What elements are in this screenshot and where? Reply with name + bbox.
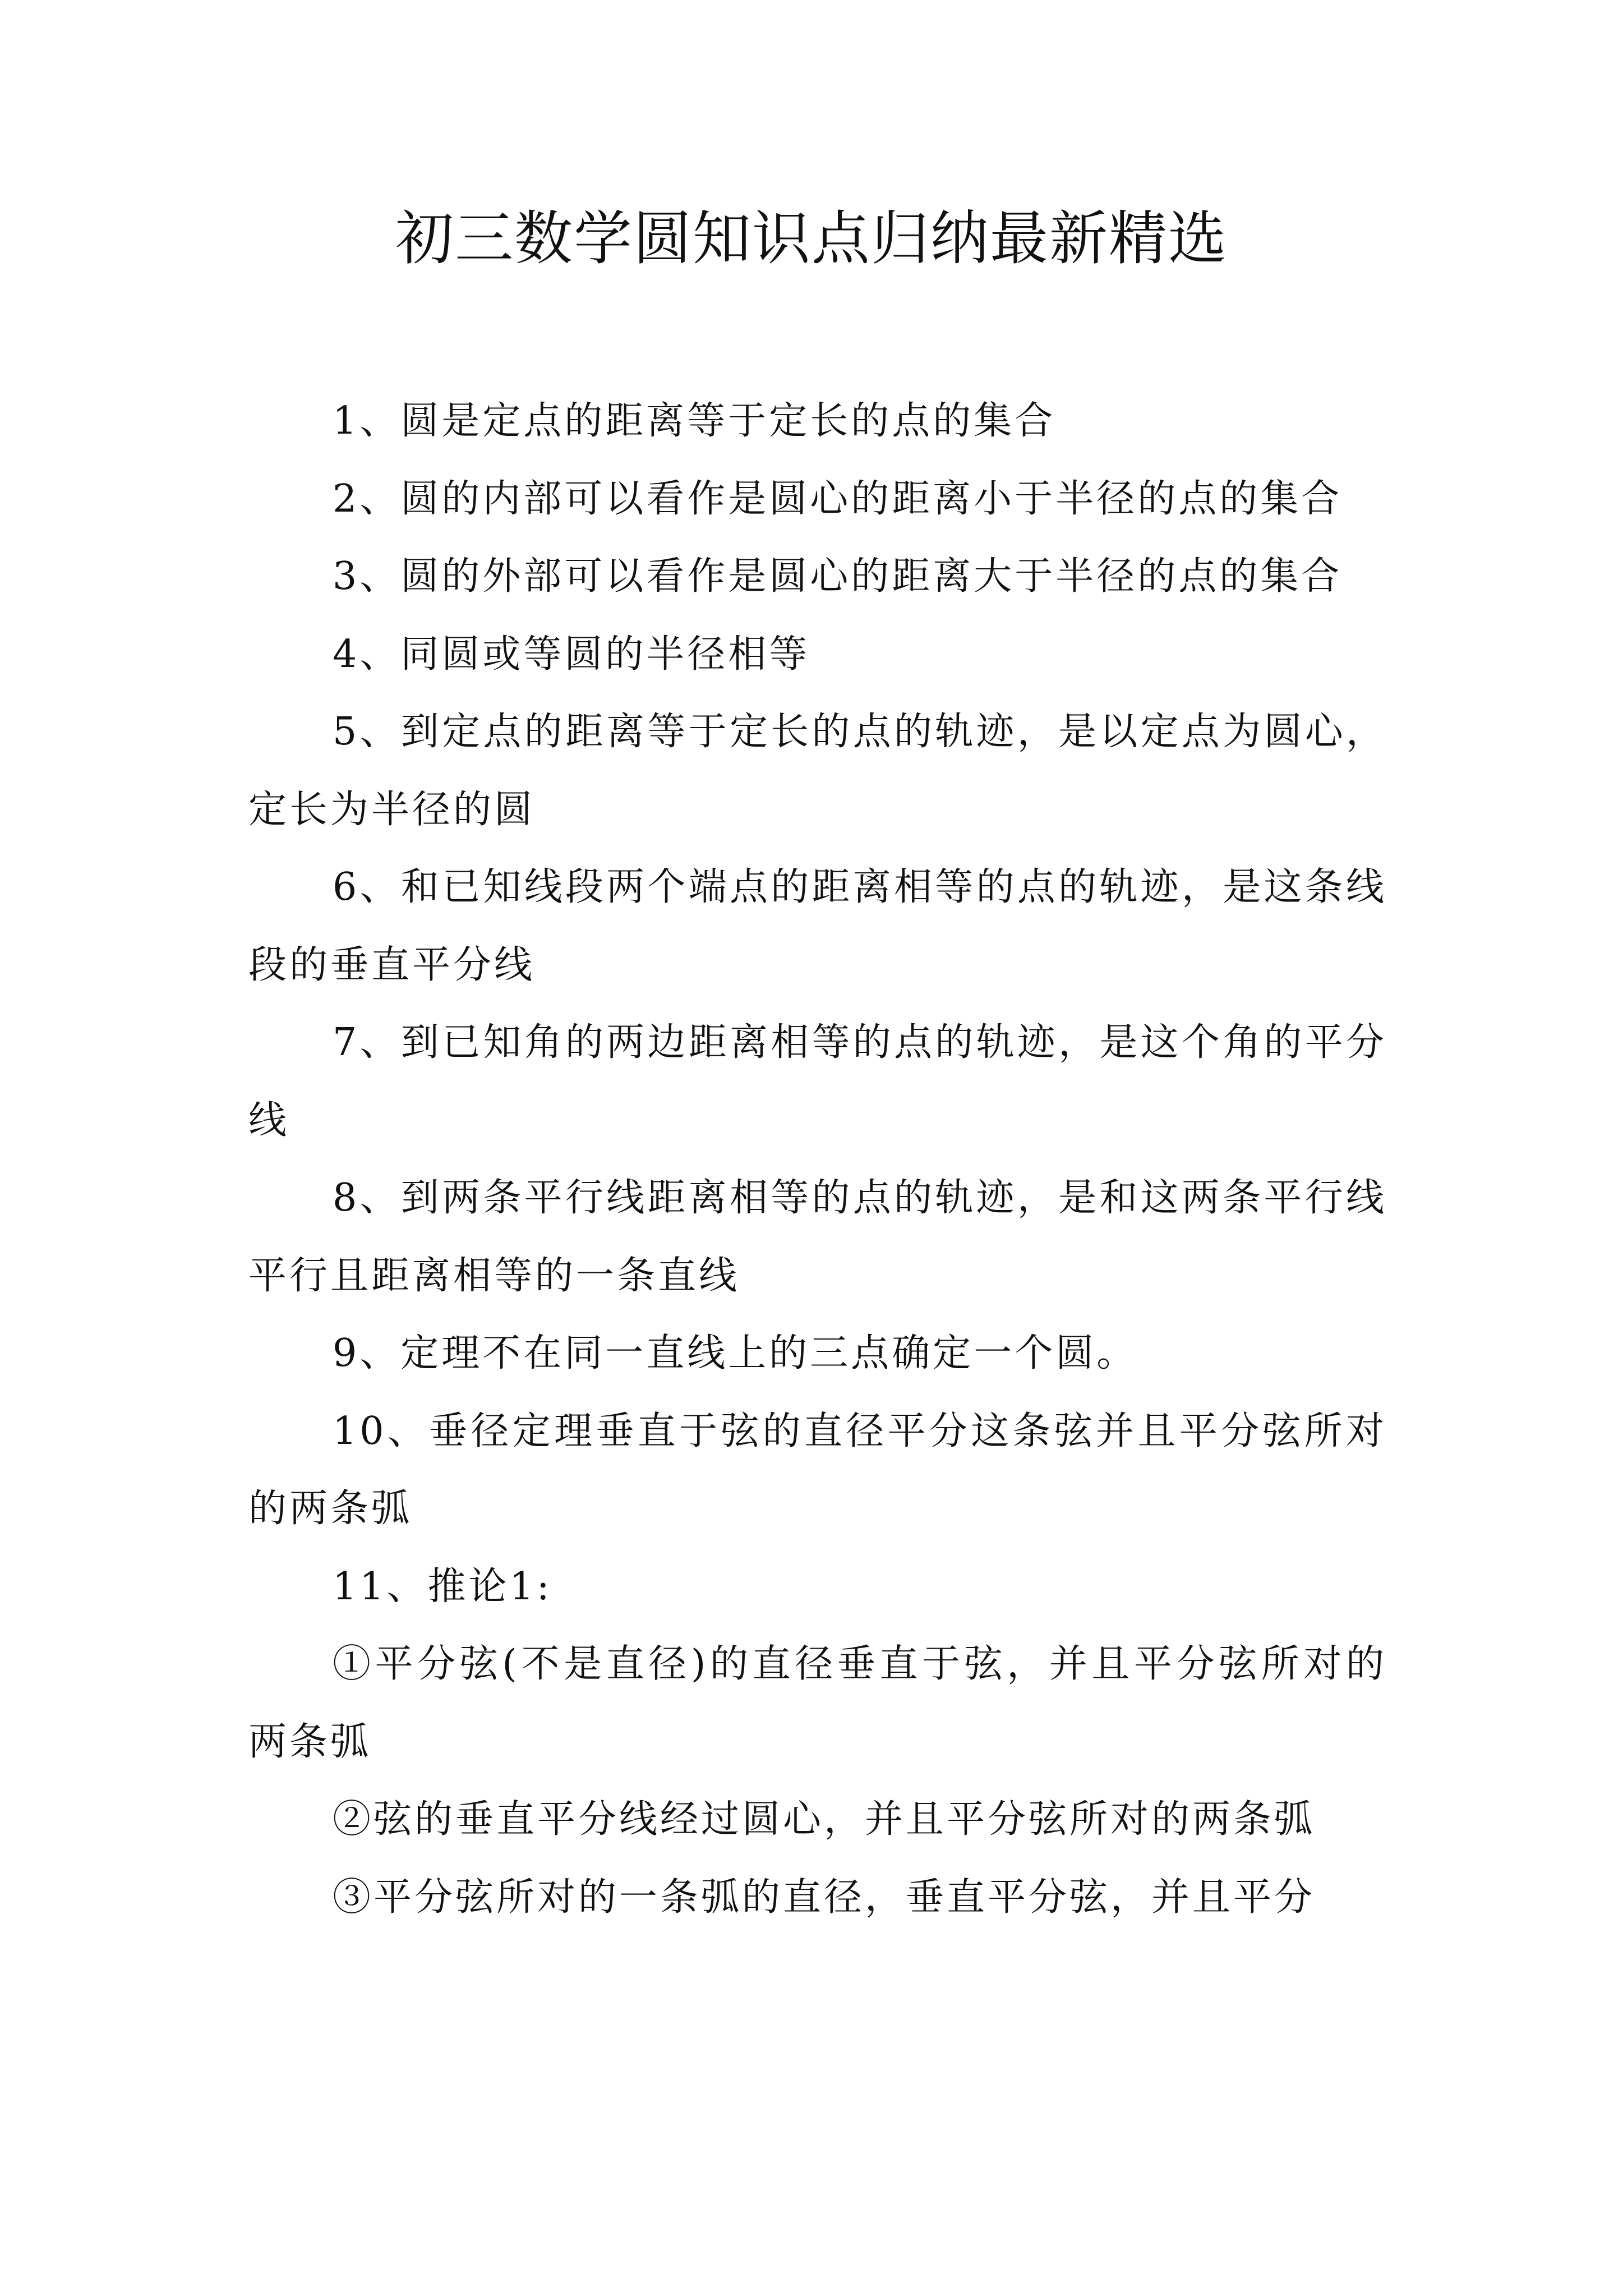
document-body xyxy=(248,383,1387,1936)
paragraph-4: 4、同圆或等圆的半径相等 xyxy=(333,632,810,677)
paragraph-5: 5、到定点的距离等于定长的点的轨迹，是以定点为圆心，定长为半径的圆 xyxy=(248,710,1387,832)
paragraph-8: 8、到两条平行线距离相等的点的轨迹，是和这两条平行线平行且距离相等的一条直线 xyxy=(248,1176,1387,1298)
paragraph-11-item-2: ②弦的垂直平分线经过圆心，并且平分弦所对的两条弧 xyxy=(333,1797,1316,1842)
paragraph-2: 2、圆的内部可以看作是圆心的距离小于半径的点的集合 xyxy=(333,476,1343,521)
paragraph-10: 10、垂径定理垂直于弦的直径平分这条弦并且平分弦所对的两条弧 xyxy=(248,1409,1387,1531)
paragraph-7: 7、到已知角的两边距离相等的点的轨迹，是这个角的平分线 xyxy=(248,1020,1387,1143)
paragraph-11: 11、推论1: xyxy=(333,1564,552,1609)
paragraph-1: 1、圆是定点的距离等于定长的点的集合 xyxy=(333,399,1056,443)
paragraph-11-item-1: ①平分弦(不是直径)的直径垂直于弦，并且平分弦所对的两条弧 xyxy=(248,1642,1387,1764)
paragraph-6: 6、和已知线段两个端点的距离相等的点的轨迹，是这条线段的垂直平分线 xyxy=(248,865,1387,987)
paragraph-3: 3、圆的外部可以看作是圆心的距离大于半径的点的集合 xyxy=(333,554,1343,599)
document-title: 初三数学圆知识点归纳最新精选 xyxy=(395,204,1228,273)
paragraph-11-item-3: ③平分弦所对的一条弧的直径，垂直平分弦，并且平分 xyxy=(333,1875,1316,1920)
paragraph-9: 9、定理不在同一直线上的三点确定一个圆。 xyxy=(333,1331,1138,1375)
